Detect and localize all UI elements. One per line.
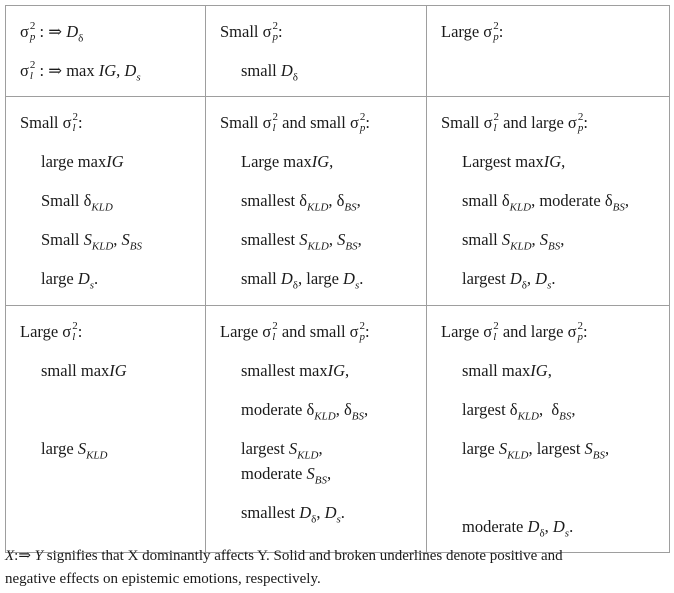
row1-small-cell xyxy=(206,97,427,306)
header-row xyxy=(6,6,670,97)
row-small-sigma-l xyxy=(6,97,670,306)
row2-large-item: small maxIG, xyxy=(462,361,552,380)
row2-label-item: small maxIG xyxy=(41,361,127,380)
row1-label-item: Small $S_{KLD}$, $S_{BS}$ xyxy=(41,230,143,253)
row2-small-head: Large σ 2 l and small σ 2 p : xyxy=(220,320,370,344)
header-large-sigma-p xyxy=(427,6,670,97)
row1-small-item: Large maxIG, xyxy=(241,152,334,171)
row2-label: Large σ 2 l : xyxy=(20,320,83,344)
row1-label-cell xyxy=(6,97,206,306)
row2-label-item: large $S_{KLD}$ xyxy=(41,439,108,462)
corner-cell xyxy=(6,6,206,97)
row1-large-item: small $S_{KLD}$, $S_{BS}$, xyxy=(462,230,565,253)
row1-small-item: smallest $\delta_{KLD}$, $\delta_{BS}$, xyxy=(241,191,361,214)
row1-large-cell xyxy=(427,97,670,306)
row1-label-item: large maxIG xyxy=(41,152,124,171)
corner-line1: σ 2 p : ⇒ $D_\delta$ xyxy=(20,20,84,45)
row-large-sigma-l xyxy=(6,306,670,553)
footnote-line1: X:⇒ Y signifies that X dominantly affects Y. Solid and broken underlines denote positive and xyxy=(5,548,563,564)
footnote-symbol: X xyxy=(5,548,15,564)
row1-label-item: large $D_s$. xyxy=(41,269,99,292)
corner-line2: σ 2 l : ⇒ max IG, $D_s$ xyxy=(20,59,141,84)
row2-label-cell xyxy=(6,306,206,553)
row2-large-item: large $S_{KLD}$, largest $S_{BS}$, xyxy=(462,439,610,462)
row2-large-cell xyxy=(427,306,670,553)
row2-small-item: smallest maxIG, xyxy=(241,361,350,380)
row1-large-item: Largest maxIG, xyxy=(462,152,566,171)
row1-large-item: small $\delta_{KLD}$, moderate $\delta_{BS}$, xyxy=(462,191,629,214)
row2-large-head: Large σ 2 l and large σ 2 p : xyxy=(441,320,588,344)
row1-large-head: Small σ 2 l and large σ 2 p : xyxy=(441,111,588,135)
row1-label: Small σ 2 l : xyxy=(20,111,83,135)
row1-small-item: smallest $S_{KLD}$, $S_{BS}$, xyxy=(241,230,362,253)
row1-large-item: largest $D_\delta$, $D_s$. xyxy=(462,269,556,292)
comparison-table xyxy=(5,5,670,553)
footnote xyxy=(5,545,669,591)
row2-large-item: largest $\delta_{KLD}$, $\delta_{BS}$, xyxy=(462,400,576,423)
footnote-line2: negative effects on epistemic emotions, respectively. xyxy=(5,571,321,587)
row2-small-item: smallest $D_\delta$, $D_s$. xyxy=(241,503,345,526)
header-large-head: Large σ 2 p : xyxy=(441,20,504,44)
row1-label-item: Small $\delta_{KLD}$ xyxy=(41,191,113,214)
row2-small-cell xyxy=(206,306,427,553)
row2-small-item: moderate $\delta_{KLD}$, $\delta_{BS}$, xyxy=(241,400,369,423)
header-small-sigma-p xyxy=(206,6,427,97)
header-small-head: Small σ 2 p : xyxy=(220,20,283,44)
row1-small-item: small $D_\delta$, large $D_s$. xyxy=(241,269,364,292)
header-small-sub: small $D_\delta$ xyxy=(241,61,298,84)
row2-small-item: largest $S_{KLD}$, xyxy=(241,439,323,462)
row1-small-head: Small σ 2 l and small σ 2 p : xyxy=(220,111,370,135)
row2-small-item: moderate $S_{BS}$, xyxy=(241,464,332,487)
row2-large-item: moderate $D_\delta$, $D_s$. xyxy=(462,517,574,540)
